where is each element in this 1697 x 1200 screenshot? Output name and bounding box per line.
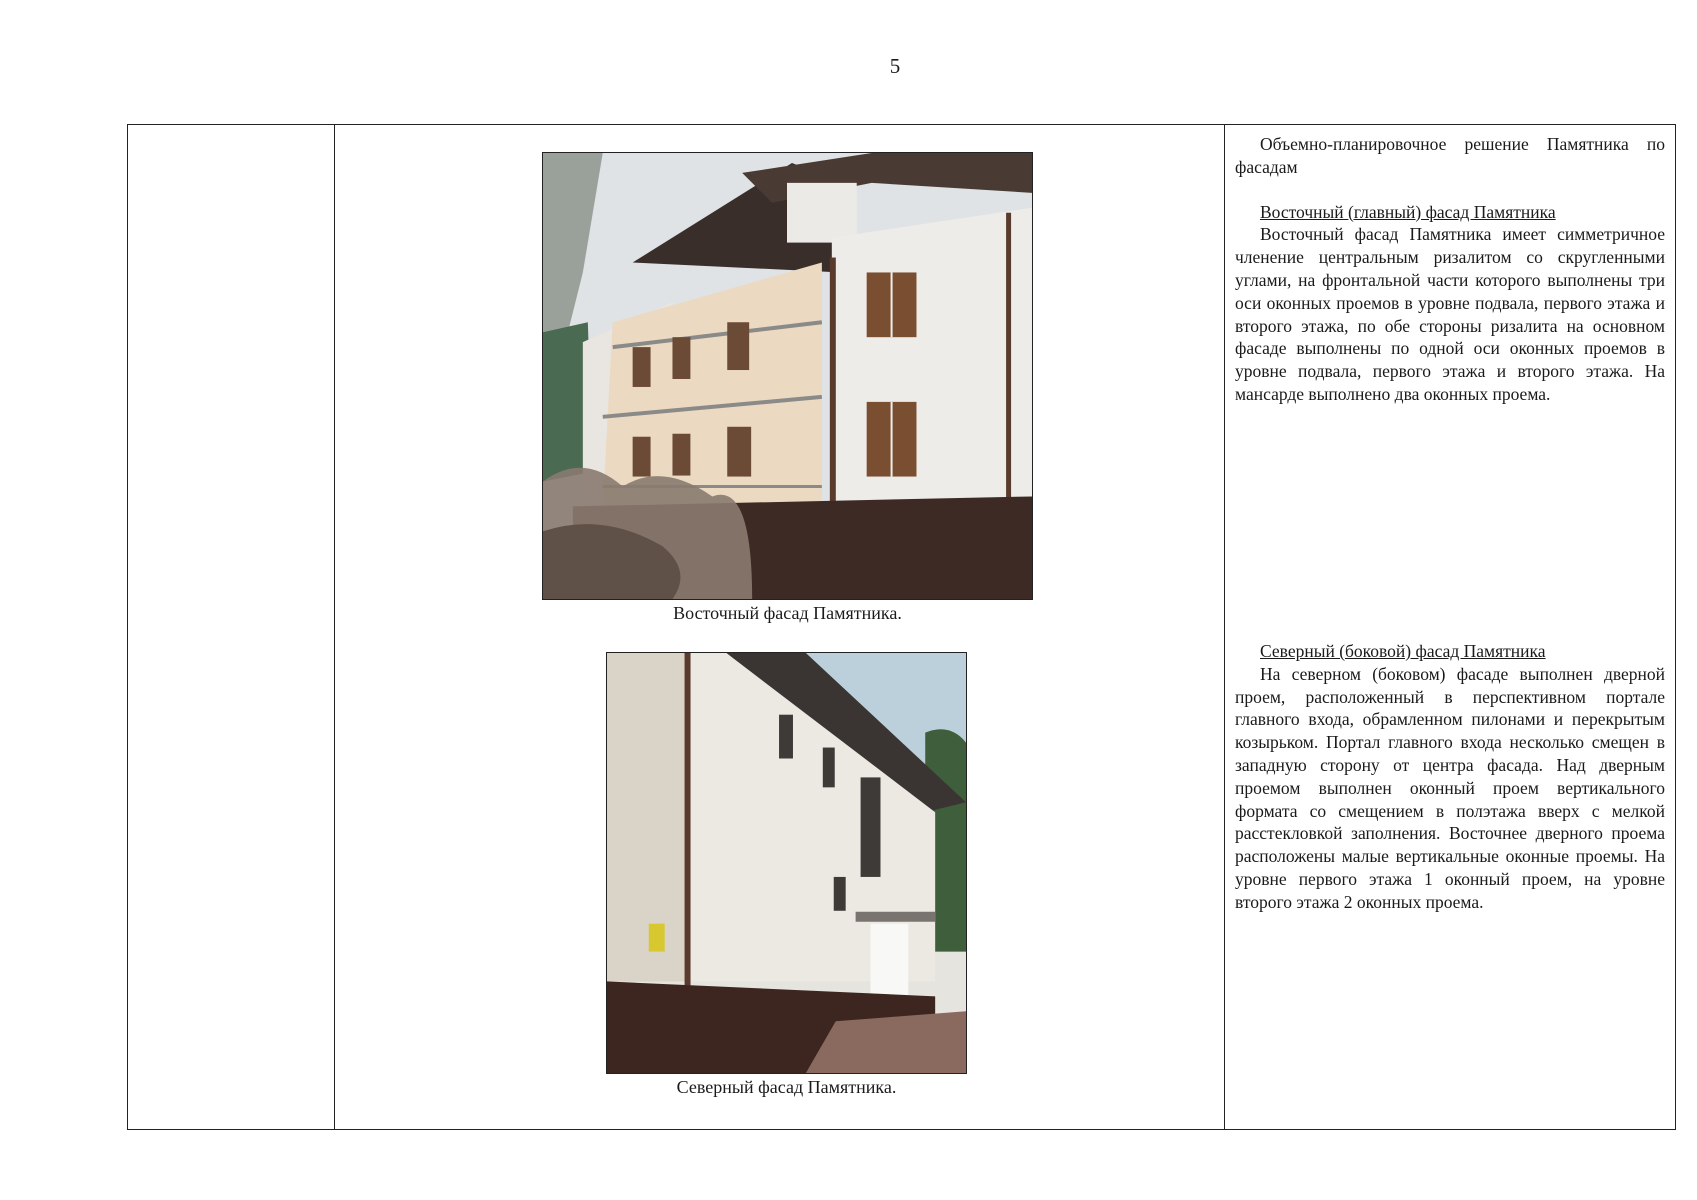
text-column <box>1235 133 1665 406</box>
page-number: 5 <box>889 54 901 78</box>
east-facade-photo <box>542 152 1033 600</box>
east-facade-caption: Восточный фасад Памятника. <box>673 603 902 623</box>
table-column-divider <box>334 125 335 1129</box>
north-facade-caption: Северный фасад Памятника. <box>676 1077 897 1097</box>
table-column-divider <box>1224 125 1225 1129</box>
intro-paragraph: Объемно-планировочное решение Памятника по фасадам <box>1235 134 1665 177</box>
east-facade-heading: Восточный (главный) фасад Памятника <box>1260 201 1556 222</box>
text-column-north <box>1235 640 1665 914</box>
north-facade-heading: Северный (боковой) фасад Памятника <box>1260 641 1546 661</box>
north-facade-photo <box>606 652 967 1074</box>
east-facade-description: Восточный фасад Памятника имеет симметричное членение центральным ризалитом со скругленными углами, на фронтальной части которого выполнены три оси оконных проемов в уровне подвала, первого этажа и второго этажа, по обе стороны ризалита на основном фасаде выполнены по одной оси оконных проемов в уровне подвала, первого этажа и второго этажа. На мансарде выполнено два оконных проема. <box>1235 224 1665 404</box>
north-facade-description: На северном (боковом) фасаде выполнен дверной проем, расположенный в перспективном портале главного входа, обрамленном пилонами и перекрытым козырьком. Портал главного входа несколько смещен в западную сторону от центра фасада. Над дверным проемом выполнен оконный проем вертикального формата со смещением в полэтажа вверх с мелкой расстекловкой заполнения. Восточнее дверного проема расположены малые вертикальные оконные проемы. На уровне первого этажа 1 оконный проем, на уровне второго этажа 2 оконных проема. <box>1235 663 1665 912</box>
